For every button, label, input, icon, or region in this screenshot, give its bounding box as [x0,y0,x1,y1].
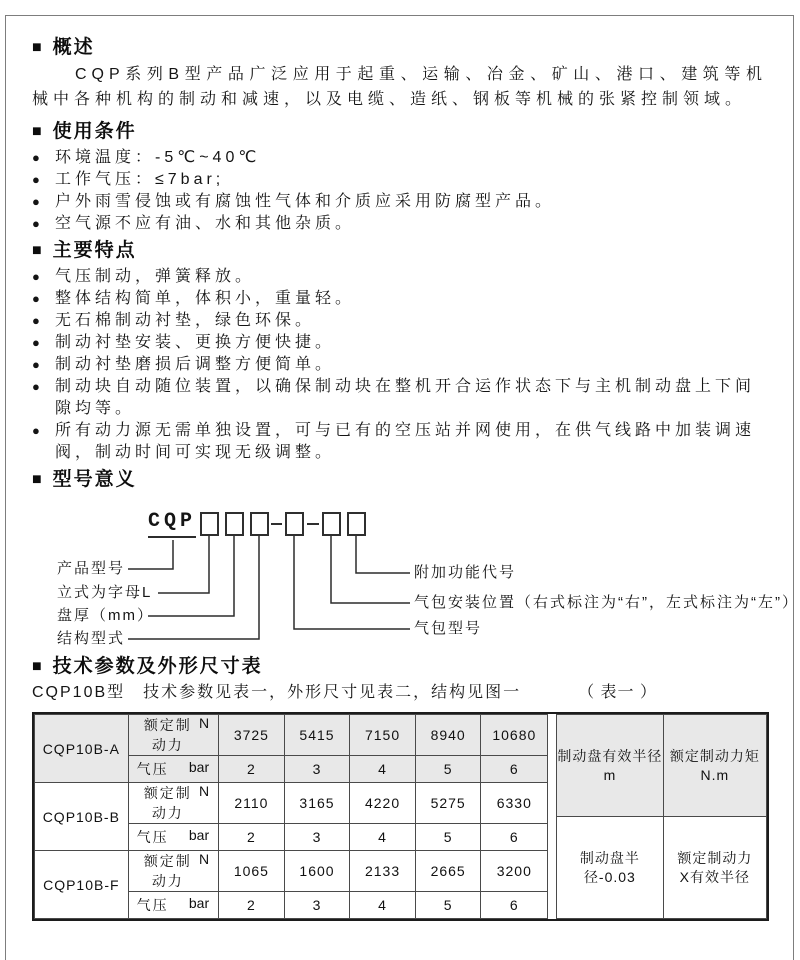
pressure-value-cell: 4 [350,824,416,851]
model-left-label: 盘厚（mm） [57,607,154,624]
force-value-cell: 7150 [350,715,416,756]
feature-text: 制动衬垫磨损后调整方便简单。 [55,356,336,373]
radius-header: 制动盘有效半径 [557,747,663,764]
spec-table [32,712,769,921]
feature-item [32,266,767,288]
pressure-label-cell [128,892,218,919]
bullet-icon: ● [32,150,40,165]
force-label: 额定制动力 [143,785,192,821]
pressure-value-cell: 2 [219,756,285,783]
conditions-title: 使用条件 [52,121,137,142]
pressure-value-cell: 2 [219,892,285,919]
torque-formula-line2: X有效半径 [679,868,750,885]
model-prefix: CQP [148,510,196,538]
condition-text: 环境温度：-5℃~40℃ [55,149,261,166]
torque-formula-line1: 额定制动力 [677,849,753,866]
condition-item [32,213,767,235]
force-value-cell: 8940 [415,715,481,756]
bullet-icon: ● [32,313,40,328]
pressure-unit: bar [188,759,210,775]
pressure-value-cell: 5 [415,756,481,783]
force-value-cell: 1065 [219,851,285,892]
model-right-label: 附加功能代号 [414,564,517,581]
force-value-cell: 5415 [284,715,350,756]
force-value-cell: 1600 [284,851,350,892]
force-unit: N [199,851,210,867]
feature-item [32,376,767,420]
force-label-cell [128,783,218,824]
model-code-diagram [32,495,799,647]
pressure-label-cell [128,756,218,783]
pressure-value-cell: 3 [284,756,350,783]
pressure-value-cell: 4 [350,892,416,919]
force-value-cell: 3725 [219,715,285,756]
radius-formula-cell: 制动盘半径-0.03 [557,817,664,919]
overview-body: CQP系列B型产品广泛应用于起重、运输、冶金、矿山、港口、建筑等机械中各种机构的制动和减速，以及电缆、造纸、钢板等机械的张紧控制领域。 [32,66,767,108]
pressure-value-cell: 5 [415,892,481,919]
feature-item [32,354,767,376]
section-heading-model-meaning [32,468,767,491]
model-meaning-title: 型号意义 [52,469,137,490]
feature-text: 制动衬垫安装、更换方便快捷。 [55,334,336,351]
pressure-label: 气压 [136,829,169,845]
bullet-icon: ● [32,194,40,209]
force-value-cell: 5275 [415,783,481,824]
radius-header-cell [557,715,664,817]
pressure-label: 气压 [136,761,169,777]
force-unit: N [199,715,210,731]
feature-text: 整体结构简单，体积小，重量轻。 [55,290,356,307]
model-left-label: 产品型号 [57,560,126,577]
force-value-cell: 2133 [350,851,416,892]
model-left-label: 立式为字母L [57,584,153,601]
model-cell: CQP10B-F [35,851,129,919]
features-list [32,266,767,464]
model-box [285,512,304,536]
pressure-value-cell: 3 [284,824,350,851]
model-dash [307,523,319,525]
overview-title: 概述 [52,37,95,58]
pressure-value-cell: 6 [481,892,548,919]
section-heading-features [32,239,767,262]
feature-item [32,420,767,464]
force-value-cell: 6330 [481,783,548,824]
pressure-value-cell: 5 [415,824,481,851]
feature-text: 气压制动，弹簧释放。 [55,268,256,285]
bullet-icon: ● [32,379,40,394]
force-value-cell: 4220 [350,783,416,824]
condition-item [32,169,767,191]
pressure-unit: bar [188,827,210,843]
force-label-cell [128,715,218,756]
model-box [250,512,269,536]
pressure-label-cell [128,824,218,851]
section-marker-icon: ■ [32,123,44,140]
section-marker-icon: ■ [32,242,44,259]
torque-unit: N.m [700,766,730,783]
force-value-cell: 2110 [219,783,285,824]
section-marker-icon: ■ [32,658,44,675]
torque-header-cell [663,715,766,817]
conditions-list [32,147,767,235]
page-frame [5,15,799,960]
specs-note-row [32,683,767,703]
spec-table-right [556,714,767,919]
bullet-icon: ● [32,216,40,231]
model-left-label: 结构型式 [57,630,126,647]
torque-formula-cell [663,817,766,919]
radius-unit: m [603,766,617,783]
features-title: 主要特点 [52,240,137,261]
section-marker-icon: ■ [32,471,44,488]
feature-text: 无石棉制动衬垫，绿色环保。 [55,312,316,329]
pressure-unit: bar [188,895,210,911]
condition-item [32,191,767,213]
section-heading-specs [32,655,767,678]
specs-note-model: CQP10B型 [32,684,126,701]
force-value-cell: 3165 [284,783,350,824]
force-unit: N [199,783,210,799]
bullet-icon: ● [32,357,40,372]
model-dash [271,523,282,525]
model-box [200,512,219,536]
section-heading-conditions [32,120,767,143]
feature-item [32,288,767,310]
model-right-label: 气包型号 [414,620,483,637]
model-box [347,512,366,536]
bullet-icon: ● [32,269,40,284]
force-value-cell: 10680 [481,715,548,756]
table-tag: （ 表一 ） [578,684,657,701]
force-label-cell [128,851,218,892]
force-value-cell: 3200 [481,851,548,892]
model-cell: CQP10B-A [35,715,129,783]
force-label: 额定制动力 [143,717,192,753]
feature-item [32,332,767,354]
model-box [225,512,244,536]
pressure-label: 气压 [136,897,169,913]
bullet-icon: ● [32,291,40,306]
pressure-value-cell: 3 [284,892,350,919]
section-heading-overview [32,36,767,59]
condition-item [32,147,767,169]
condition-text: 户外雨雪侵蚀或有腐蚀性气体和介质应采用防腐型产品。 [55,193,556,210]
model-box [322,512,341,536]
model-right-label: 气包安装位置（右式标注为“右”，左式标注为“左”） [414,594,799,611]
pressure-value-cell: 6 [481,824,548,851]
bullet-icon: ● [32,335,40,350]
force-value-cell: 2665 [415,851,481,892]
condition-text: 工作气压：≤7bar; [55,171,225,188]
spec-table-left [34,714,548,919]
section-marker-icon: ■ [32,39,44,56]
feature-item [32,310,767,332]
specs-title: 技术参数及外形尺寸表 [52,656,263,677]
bullet-icon: ● [32,423,40,438]
torque-header: 额定制动力矩 [669,747,760,764]
feature-text: 制动块自动随位装置，以确保制动块在整机开合运作状态下与主机制动盘上下间隙均等。 [55,378,756,417]
specs-note-text: 技术参数见表一，外形尺寸见表二，结构见图一 [143,684,522,701]
pressure-value-cell: 4 [350,756,416,783]
force-label: 额定制动力 [143,853,192,889]
pressure-value-cell: 6 [481,756,548,783]
condition-text: 空气源不应有油、水和其他杂质。 [55,215,356,232]
pressure-value-cell: 2 [219,824,285,851]
bullet-icon: ● [32,172,40,187]
feature-text: 所有动力源无需单独设置，可与已有的空压站并网使用，在供气线路中加装调速阀，制动时间可实现无级调整。 [55,422,756,461]
model-cell: CQP10B-B [35,783,129,851]
table-section-gap [548,714,556,919]
